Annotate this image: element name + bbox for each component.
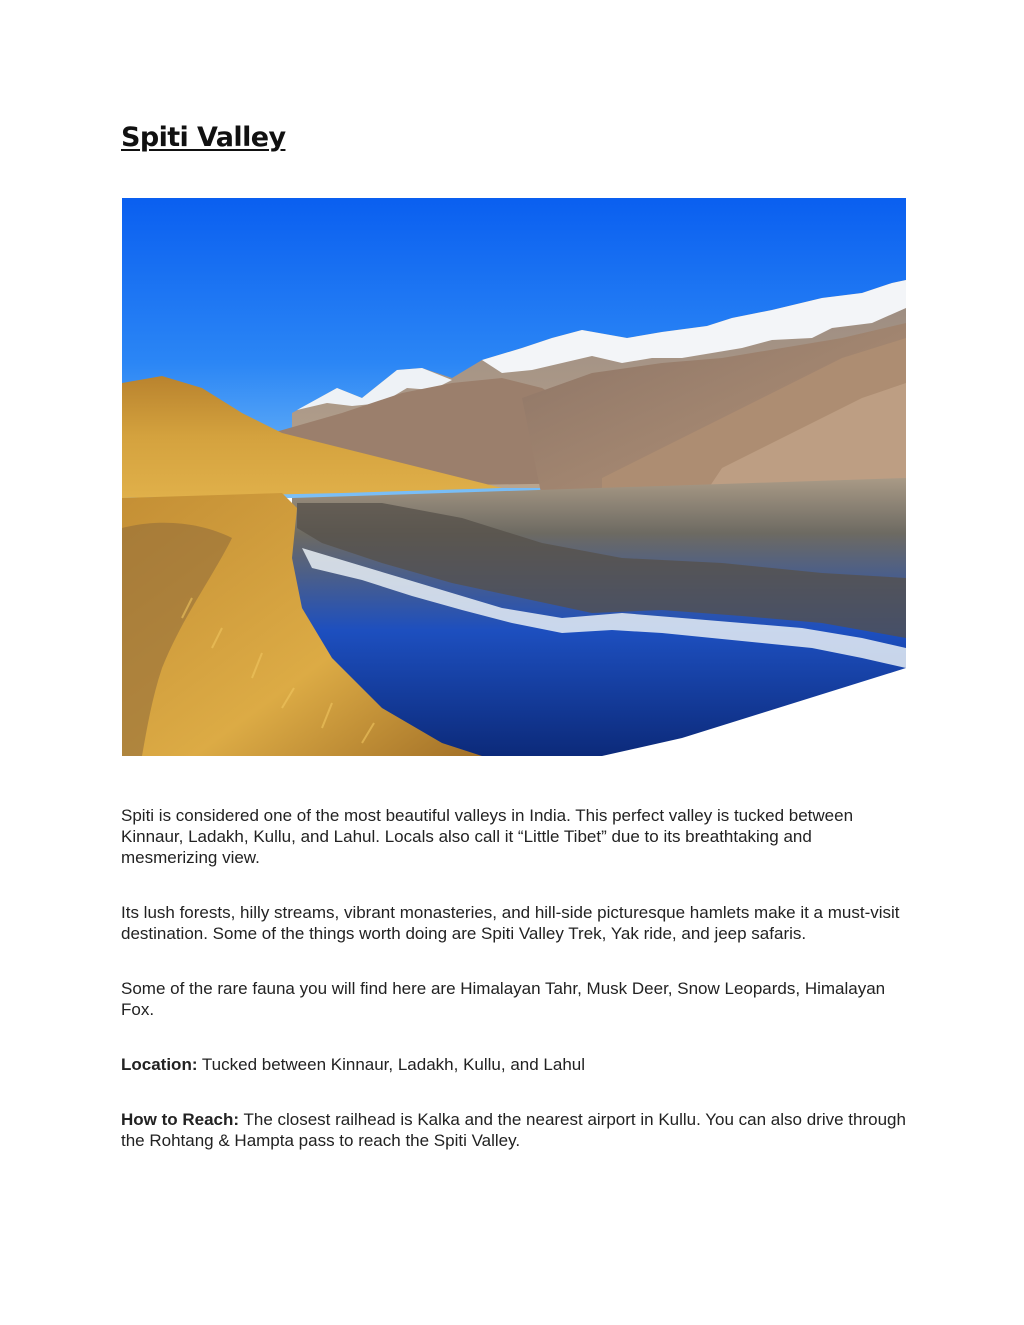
paragraph: Its lush forests, hilly streams, vibrant monasteries, and hill-side picturesque hamlets make it a must-visit destination. Some of the things worth doing are Spiti Valley Trek, Yak ride, and jeep safaris. [121, 903, 900, 943]
landscape-photo-icon [122, 198, 906, 756]
paragraph: Some of the rare fauna you will find here are Himalayan Tahr, Musk Deer, Snow Leopards, Himalayan Fox. [121, 979, 886, 1019]
article-body [121, 805, 911, 1185]
location-line [121, 1054, 911, 1075]
how-to-reach-text: The closest railhead is Kalka and the nearest airport in Kullu. You can also drive through the Rohtang & Hampta pass to reach the Spiti Valley. [121, 1110, 906, 1150]
location-label: Location: [121, 1055, 198, 1074]
page-title: Spiti Valley [121, 122, 286, 153]
how-to-reach-line [121, 1109, 911, 1151]
valley-lake-photo [122, 198, 906, 756]
paragraph: Spiti is considered one of the most beautiful valleys in India. This perfect valley is tucked between Kinnaur, Ladakh, Kullu, and Lahul. Locals also call it “Little Tibet” due to its breathtaking and mesmerizing view. [121, 806, 854, 867]
how-to-reach-label: How to Reach: [121, 1110, 240, 1129]
location-text: Tucked between Kinnaur, Ladakh, Kullu, and Lahul [197, 1055, 586, 1074]
